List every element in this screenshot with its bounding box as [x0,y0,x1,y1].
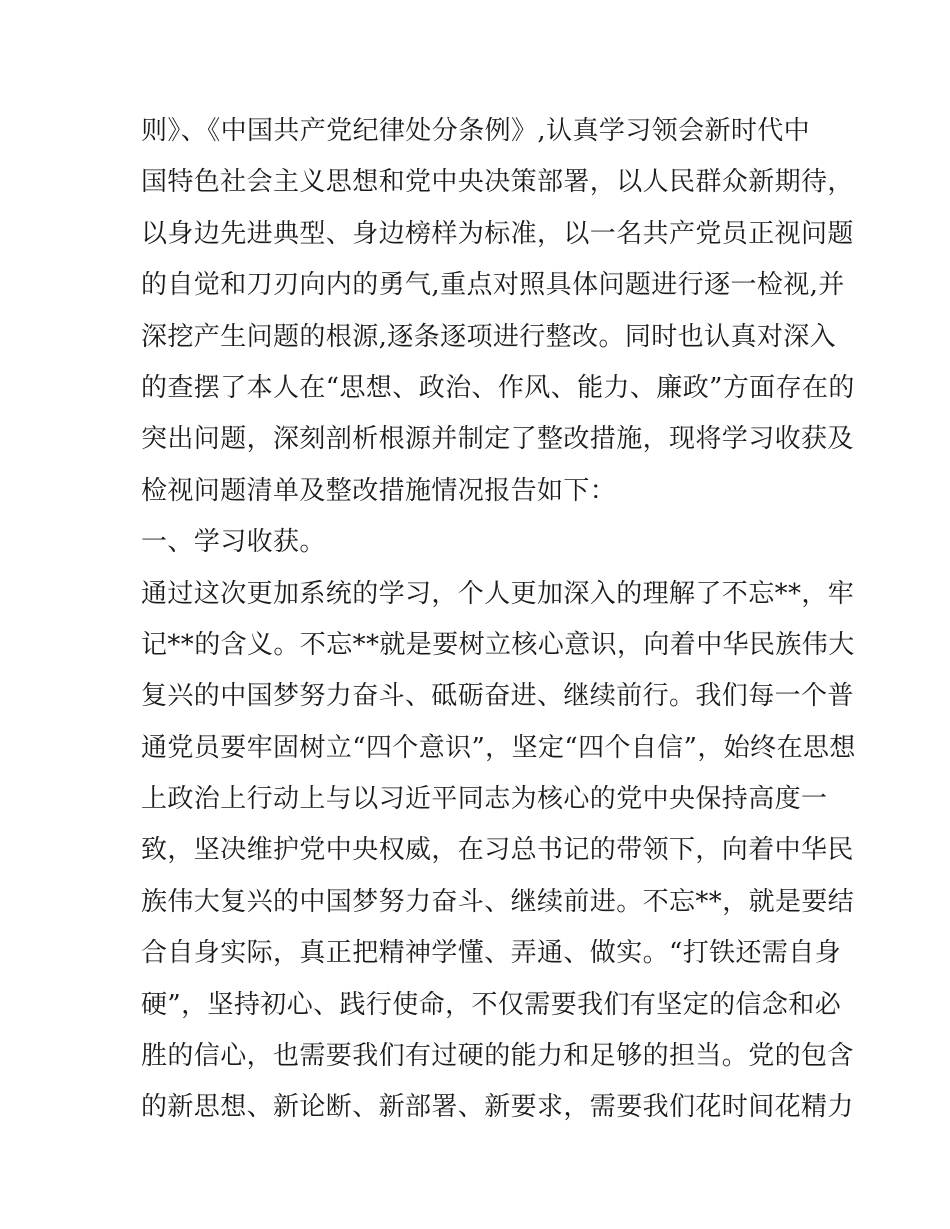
section-heading: 一、学习收获。 [141,527,326,558]
text-line: 则》、《中国共产党纪律处分条例》,认真学习领会新时代中 [141,116,811,146]
text-line: 通党员要牢固树立“四个意识”，坚定“四个自信”，始终在思想 [141,732,856,763]
text-line: 硬”，坚持初心、践行使命，不仅需要我们有坚定的信念和必 [141,989,842,1020]
text-line: 突出问题，深刻剖析根源并制定了整改措施，现将学习收获及 [141,424,854,455]
text-line: 的自觉和刀刃向内的勇气,重点对照具体问题进行逐一检视,并 [141,270,845,301]
text-line: 上政治上行动上与以习近平同志为核心的党中央保持高度一 [141,784,828,815]
text-line: 胜的信心，也需要我们有过硬的能力和足够的担当。党的包含 [141,1041,854,1072]
text-line: 的查摆了本人在“思想、政治、作风、能力、廉政”方面存在的 [141,372,855,403]
text-line: 致，坚决维护党中央权威，在习总书记的带领下，向着中华民 [141,835,854,866]
text-line: 国特色社会主义思想和党中央决策部署，以人民群众新期待， [141,167,854,198]
text-line: 检视问题清单及整改措施情况报告如下： [141,475,617,506]
text-line: 合自身实际，真正把精神学懂、弄通、做实。“打铁还需自身 [141,938,842,969]
text-line: 的新思想、新论断、新部署、新要求，需要我们花时间花精力 [141,1092,854,1123]
text-line: 以身边先进典型、身边榜样为标准，以一名共产党员正视问题 [141,218,854,249]
text-line: 族伟大复兴的中国梦努力奋斗、继续前进。不忘**，就是要结 [141,886,855,917]
text-line: 记**的含义。不忘**就是要树立核心意识，向着中华民族伟大 [141,629,855,660]
text-line: 深挖产生问题的根源,逐条逐项进行整改。同时也认真对深入 [141,321,837,352]
document-body [141,106,856,1134]
text-line: 复兴的中国梦努力奋斗、砥砺奋进、继续前行。我们每一个普 [141,681,854,712]
text-line: 通过这次更加系统的学习，个人更加深入的理解了不忘**，牢 [141,578,855,609]
